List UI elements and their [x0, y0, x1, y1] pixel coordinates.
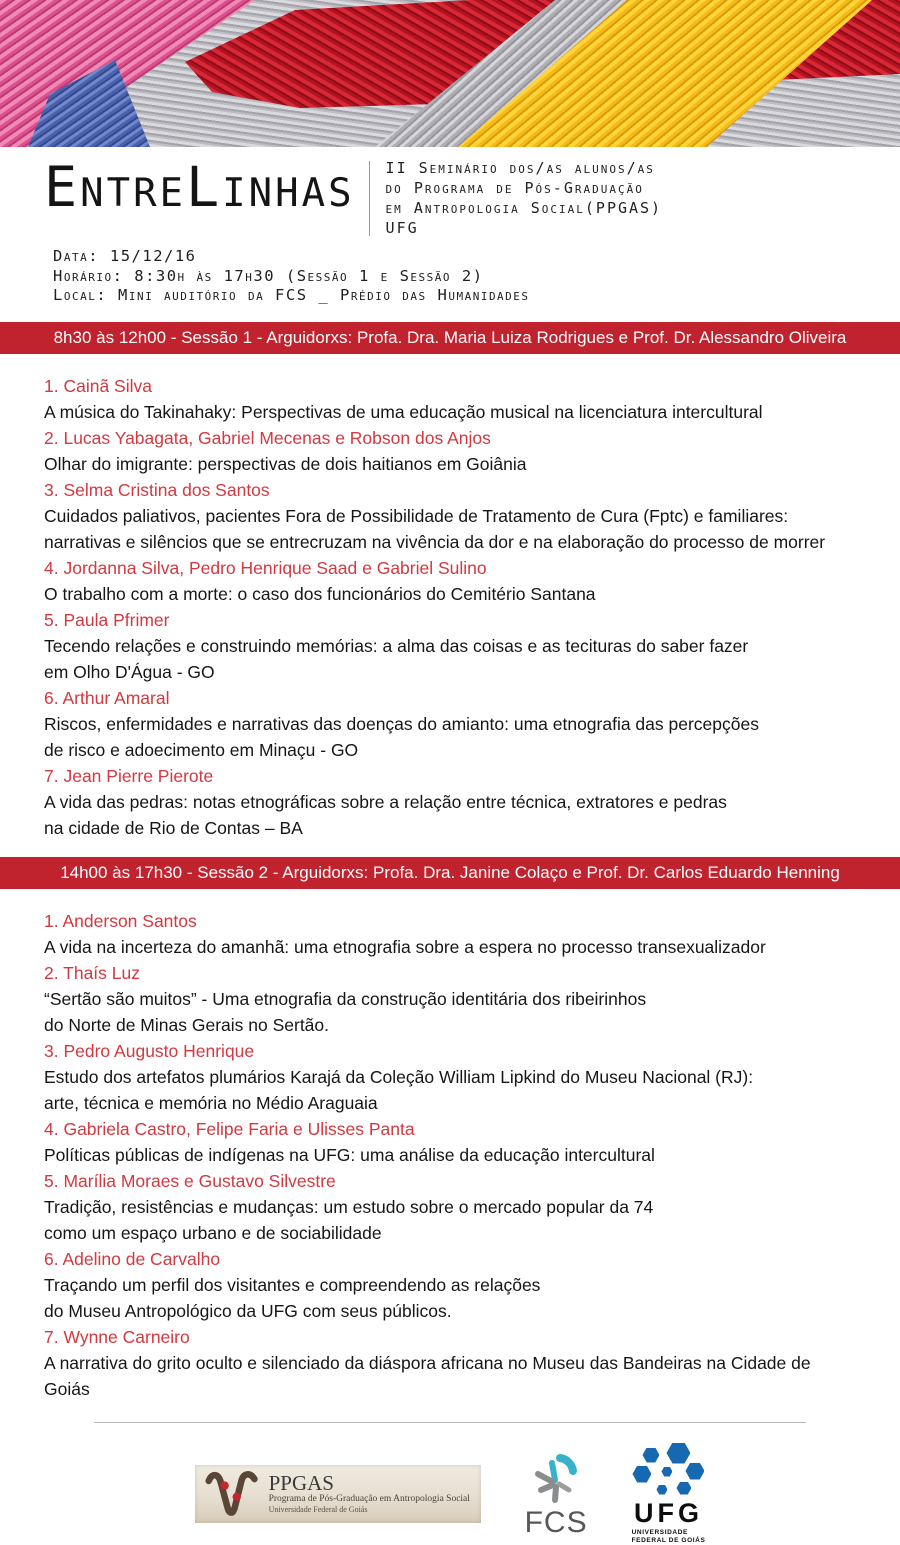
- presentation-title-line: A música do Takinahaky: Perspectivas de uma educação musical na licenciatura intercultural: [44, 401, 763, 422]
- list-item: [44, 960, 856, 1038]
- presentation-title-line: em Olho D'Água - GO: [44, 661, 215, 682]
- presentation-title-line: A vida das pedras: notas etnográficas sobre a relação entre técnica, extratores e pedras: [44, 791, 727, 812]
- ufg-logo: [632, 1443, 706, 1545]
- presentation-title-line: Tradição, resistências e mudanças: um estudo sobre o mercado popular da 74: [44, 1196, 654, 1217]
- ufg-subtext: UNIVERSIDADE FEDERAL DE GOIÁS: [631, 1528, 706, 1544]
- ppgas-mark-icon: [205, 1469, 261, 1519]
- presenter-name: 3. Selma Cristina dos Santos: [44, 479, 270, 500]
- presenter-name: 4. Jordanna Silva, Pedro Henrique Saad e Gabriel Sulino: [44, 557, 487, 578]
- presentation-title-line: do Museu Antropológico da UFG com seus públicos.: [44, 1300, 452, 1321]
- presentation-title-line: Traçando um perfil dos visitantes e compreendendo as relações: [44, 1274, 541, 1295]
- presenter-name: 2. Lucas Yabagata, Gabriel Mecenas e Robson dos Anjos: [44, 427, 491, 448]
- presenter-name: 6. Adelino de Carvalho: [44, 1248, 221, 1269]
- list-item: [44, 763, 856, 841]
- list-item: [44, 1038, 856, 1116]
- ppgas-acronym: PPGAS: [268, 1471, 334, 1495]
- ufg-hexagons-icon: [632, 1443, 704, 1497]
- event-place: Local: Mini auditório da FCS _ Prédio das Humanidades: [53, 286, 530, 304]
- ppgas-logo: [195, 1465, 481, 1523]
- presentation-title-line: “Sertão são muitos” - Uma etnografia da construção identitária dos ribeirinhos: [44, 988, 647, 1009]
- fcs-pinwheel-icon: [528, 1450, 584, 1506]
- subtitle-line: do Programa de Pós-Graduação: [385, 179, 644, 197]
- ppgas-text: [269, 1472, 470, 1515]
- presentation-title-line: Cuidados paliativos, pacientes Fora de Possibilidade de Tratamento de Cura (Fptc) e familiares:: [44, 505, 789, 526]
- presenter-name: 1. Anderson Santos: [44, 910, 197, 931]
- seminar-subtitle: [386, 155, 663, 238]
- subtitle-line: em Antropologia Social(PPGAS): [385, 199, 663, 217]
- list-item: [44, 425, 856, 477]
- ppgas-program-name: Programa de Pós-Graduação em Antropologia Social: [268, 1494, 470, 1504]
- presentation-title-line: arte, técnica e memória no Médio Araguaia: [44, 1092, 378, 1113]
- ufg-label: UFG: [633, 1497, 703, 1528]
- list-item: [44, 1116, 856, 1168]
- presenter-name: 1. Cainã Silva: [44, 375, 152, 396]
- presentation-title-line: O trabalho com a morte: o caso dos funcionários do Cemitério Santana: [44, 583, 596, 604]
- presenter-name: 3. Pedro Augusto Henrique: [44, 1040, 255, 1061]
- event-info: [0, 238, 900, 306]
- presenter-name: 6. Arthur Amaral: [44, 687, 170, 708]
- event-time: Horário: 8:30h às 17h30 (Sessão 1 e Sessão 2): [53, 266, 484, 285]
- list-item: [44, 1246, 856, 1324]
- presenter-name: 4. Gabriela Castro, Felipe Faria e Ulisses Panta: [44, 1118, 415, 1139]
- ppgas-university-name: Universidade Federal de Goiás: [268, 1505, 368, 1514]
- header: [0, 147, 900, 238]
- presentation-title-line: como um espaço urbano e de sociabilidade: [44, 1222, 382, 1243]
- session2-banner: 14h00 às 17h30 - Sessão 2 - Arguidorxs: Profa. Dra. Janine Colaço e Prof. Dr. Carlos Eduardo Henning: [0, 857, 900, 889]
- presentation-title-line: Tecendo relações e construindo memórias: a alma das coisas e as tecituras do saber fazer: [44, 635, 749, 656]
- list-item: [44, 607, 856, 685]
- presentation-title-line: Políticas públicas de indígenas na UFG: uma análise da educação intercultural: [44, 1144, 655, 1165]
- presentation-title-line: A narrativa do grito oculto e silenciado da diáspora africana no Museu das Bandeiras na Cidade de Goiás: [44, 1352, 811, 1399]
- presentation-title-line: Riscos, enfermidades e narrativas das doenças do amianto: uma etnografia das percepções: [44, 713, 759, 734]
- session1-banner: 8h30 às 12h00 - Sessão 1 - Arguidorxs: Profa. Dra. Maria Luiza Rodrigues e Prof. Dr. Alessandro Oliveira: [0, 322, 900, 354]
- presentation-title-line: Estudo dos artefatos plumários Karajá da Coleção William Lipkind do Museu Nacional (RJ):: [44, 1066, 754, 1087]
- fcs-logo: [525, 1450, 588, 1538]
- presenter-name: 2. Thaís Luz: [44, 962, 140, 983]
- presentation-title-line: narrativas e silêncios que se entrecruzam na vivência da dor e na elaboração do processo de morrer: [44, 531, 826, 552]
- presenter-name: 7. Wynne Carneiro: [44, 1326, 190, 1347]
- subtitle-line: II Seminário dos/as alunos/as: [385, 159, 655, 177]
- session1-list: [0, 354, 900, 841]
- footer-divider: [94, 1422, 806, 1423]
- yarn-photo: [0, 0, 900, 147]
- list-item: [44, 373, 856, 425]
- list-item: [44, 477, 856, 555]
- subtitle-line: UFG: [385, 219, 419, 237]
- presentation-title-line: A vida na incerteza do amanhã: uma etnografia sobre a espera no processo transexualizador: [44, 936, 766, 957]
- event-date: Data: 15/12/16: [53, 247, 197, 265]
- list-item: [44, 908, 856, 960]
- fcs-label: FCS: [524, 1505, 588, 1539]
- session2-list: [0, 889, 900, 1402]
- logos-row: [0, 1443, 900, 1545]
- presentation-title-line: do Norte de Minas Gerais no Sertão.: [44, 1014, 330, 1035]
- presentation-title-line: na cidade de Rio de Contas – BA: [44, 817, 303, 838]
- list-item: [44, 555, 856, 607]
- presenter-name: 5. Marília Moraes e Gustavo Silvestre: [44, 1170, 336, 1191]
- presentation-title-line: Olhar do imigrante: perspectivas de dois haitianos em Goiânia: [44, 453, 527, 474]
- vertical-divider: [369, 161, 370, 236]
- poster-title: EntreLinhas: [44, 155, 355, 219]
- presentation-title-line: de risco e adoecimento em Minaçu - GO: [44, 739, 359, 760]
- list-item: [44, 685, 856, 763]
- presenter-name: 5. Paula Pfrimer: [44, 609, 170, 630]
- list-item: [44, 1324, 856, 1402]
- presenter-name: 7. Jean Pierre Pierote: [44, 765, 214, 786]
- list-item: [44, 1168, 856, 1246]
